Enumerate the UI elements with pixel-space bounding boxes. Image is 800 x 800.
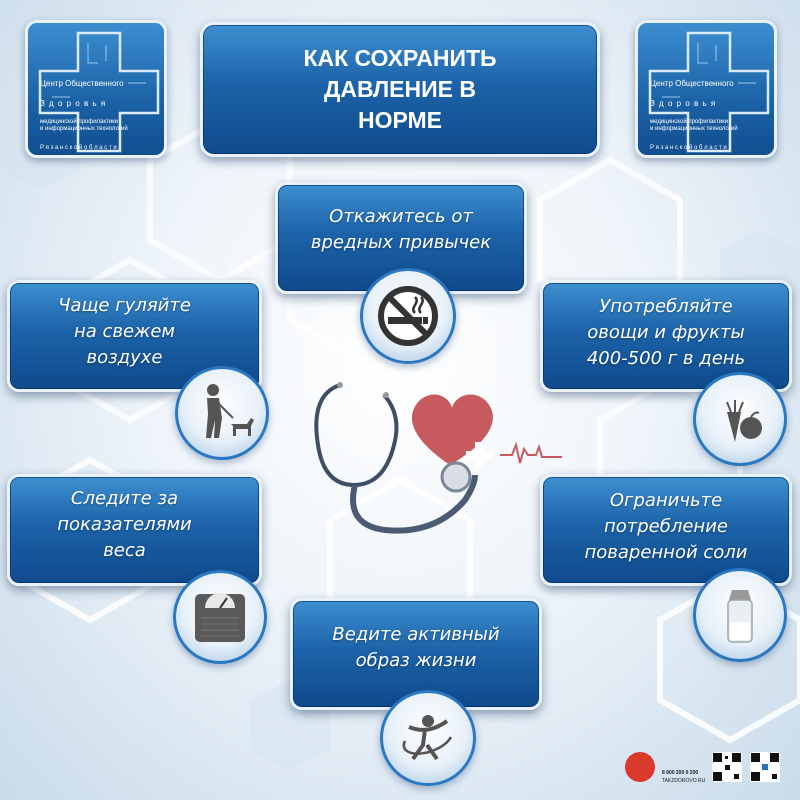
logo-line3: медицинской профилактики и информационных технологий <box>650 119 738 132</box>
logo-line1: Центр Общественного <box>650 79 734 88</box>
logo-left <box>25 20 167 158</box>
logo-line4: Р я з а н с к о й о б л а с т и <box>650 145 727 151</box>
footer-phone: 8 800 200 0 200 <box>662 770 699 776</box>
tip-salt-text: Ограничьте потребление поваренной соли <box>584 490 748 563</box>
salt-shaker-icon <box>693 568 787 662</box>
footer-site: TAKZDOROVO.RU <box>662 778 706 784</box>
active-person-icon <box>380 690 476 786</box>
logo-line1: Центр Общественного <box>40 79 124 88</box>
logo-line2: З д о р о в ь я <box>40 99 107 108</box>
footer-hotline-logo <box>625 752 655 782</box>
logo-text <box>650 69 738 158</box>
logo-line3: медицинской профилактики и информационных технологий <box>40 119 128 132</box>
qr-code-icon[interactable] <box>712 752 742 782</box>
vegetables-fruits-icon <box>693 372 787 466</box>
tip-veg-text: Употребляйте овощи и фрукты 400-500 г в день <box>586 296 746 369</box>
scale-icon <box>173 570 267 664</box>
logo-line4: Р я з а н с к о й о б л а с т и <box>40 145 117 151</box>
walking-dog-icon <box>175 366 269 460</box>
logo-right <box>635 20 777 158</box>
logo-line2: З д о р о в ь я <box>650 99 717 108</box>
tip-active-text: Ведите активный образ жизни <box>332 624 500 671</box>
page-title: КАК СОХРАНИТЬ ДАВЛЕНИЕ В НОРМЕ <box>303 45 497 133</box>
tip-walk-text: Чаще гуляйте на свежем воздухе <box>58 295 191 368</box>
qr-code-icon[interactable] <box>750 752 780 782</box>
tip-weight-text: Следите за показателями веса <box>57 488 192 561</box>
tip-habits-text: Откажитесь от вредных привычек <box>310 206 492 253</box>
stethoscope-heart-icon <box>300 365 590 545</box>
no-smoking-icon <box>360 268 456 364</box>
logo-text <box>40 69 128 158</box>
title-panel <box>200 22 600 157</box>
